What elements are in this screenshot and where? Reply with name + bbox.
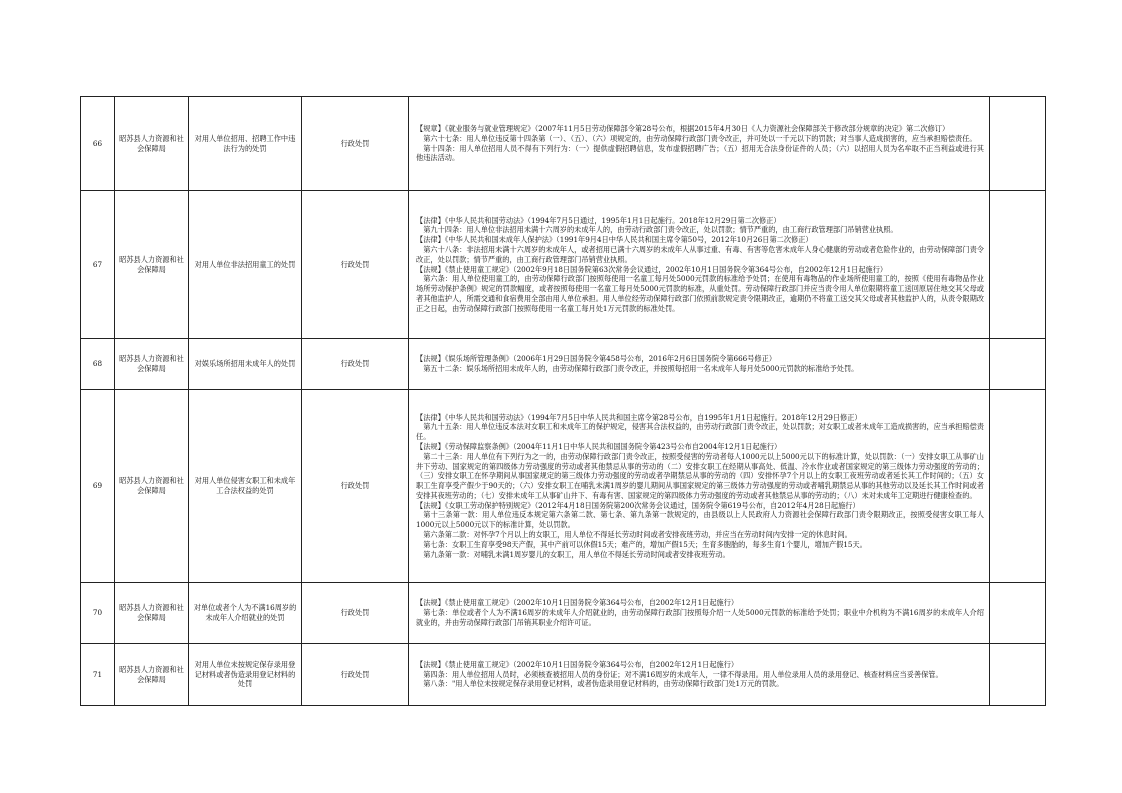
matter-cell: 对用人单位侵害女职工和未成年工合法权益的处罚 [189, 390, 302, 583]
basis-article-text: 第八条："用人单位未按规定保存录用登记材料，或者伪造录用登记材料的，由劳动保障行政部门处1万元的罚款。 [423, 679, 784, 689]
agency-cell: 昭苏县人力资源和社会保障局 [115, 339, 189, 390]
remarks-cell [990, 644, 1046, 706]
table-row [81, 191, 1046, 339]
basis-article-text: 第十四条：用人单位招用人员不得有下列行为：（一）提供虚假招聘信息，发布虚假招聘广告；（五）招用无合法身份证件的人员；（六）以招用人员为名牟取不正当利益或进行其他违法活动。 [416, 143, 984, 163]
legal-basis-cell [409, 583, 990, 644]
legal-basis-cell [409, 97, 990, 191]
table-row [81, 339, 1046, 390]
agency-cell: 昭苏县人力资源和社会保障局 [115, 390, 189, 583]
basis-article-text: 第五十二条：娱乐场所招用未成年人的，由劳动保障行政部门责令改正，并按照每招用一名未成年人每月处5000元罚款的标准给予处罚。 [423, 364, 859, 373]
basis-source-text: 【法规】《禁止使用童工规定》（2002年9月18日国务院第63次常务会议通过，2002年10月1日国务院令第364号公布，自2002年12月1日起施行） [416, 264, 888, 274]
table-row [81, 97, 1046, 191]
legal-basis-cell [409, 191, 990, 339]
basis-article-text: 第七条：单位或者个人为不满16周岁的未成年人介绍就业的，由劳动保障行政部门按照每介绍一人处5000元罚款的标准给予处罚；职业中介机构为不满16周岁的未成年人介绍就业的，并由劳动保障行政部门吊销其职业介绍许可证。 [416, 608, 984, 627]
basis-source-text: 【法律】《中华人民共和国未成年人保护法》（1991年9月4日中华人民共和国主席令第50号，2012年10月26日第二次修正） [416, 235, 813, 245]
remarks-cell [990, 583, 1046, 644]
power-type-cell: 行政处罚 [302, 339, 409, 390]
row-number-cell: 71 [81, 644, 115, 706]
matter-cell: 对单位或者个人为不满16周岁的未成年人介绍就业的处罚 [189, 583, 302, 644]
row-number-cell: 67 [81, 191, 115, 339]
table-row [81, 644, 1046, 706]
row-number-cell: 68 [81, 339, 115, 390]
matter-cell: 对娱乐场所招用未成年人的处罚 [189, 339, 302, 390]
agency-cell: 昭苏县人力资源和社会保障局 [115, 644, 189, 706]
basis-source-text: 【法规】《女职工劳动保护特别规定》（2012年4月18日国务院第200次常务会议通过，国务院令第619号公布，自2012年4月28日起施行） [416, 500, 860, 510]
row-number-cell: 70 [81, 583, 115, 644]
power-type-cell: 行政处罚 [302, 191, 409, 339]
power-type-cell: 行政处罚 [302, 97, 409, 191]
basis-article-text: 第六十七条：用人单位违反第十四条第（一）、（五）、（六）项规定的，由劳动保障行政部门责令改正，并可处以一千元以下的罚款；对当事人造成损害的，应当承担赔偿责任。 [423, 133, 977, 143]
basis-source-text: 【法规】《劳动保障监察条例》（2004年11月1日中华人民共和国国务院令第423号公布自2004年12月1日起施行） [416, 441, 782, 451]
row-number-cell: 69 [81, 390, 115, 583]
power-list-table [80, 96, 1046, 706]
basis-source-text: 【法规】《禁止使用童工规定》（2002年10月1日国务院令第364号公布，自2002年12月1日起施行） [416, 659, 739, 669]
matter-cell: 对用人单位招用、招聘工作中违法行为的处罚 [189, 97, 302, 191]
agency-cell: 昭苏县人力资源和社会保障局 [115, 191, 189, 339]
basis-article-text: 第二十三条：用人单位有下列行为之一的，由劳动保障行政部门责令改正，按照受侵害的劳动者每人1000元以上5000元以下的标准计算，处以罚款：（一）安排女职工从事矿山井下劳动、国家规定的第四级体力劳动强度的劳动或者其他禁忌从事的劳动的（二）安排女职工在经期从事高处、低温、冷水作业或者国家规定的第三级体力劳动强度的劳动的；（三）安排女职工在怀孕期间从事国家规定的第三级体力劳动强度的劳动或者孕期禁忌从事的劳动的（四）安排怀孕7个月以上的女职工夜班劳动或者延长其工作时间的；（五）女职工生育享受产假少于90天的；（六）安排女职工在哺乳未满1周岁的婴儿期间从事国家规定的第三级体力劳动强度的劳动或者哺乳期禁忌从事的其他劳动以及延长其工作时间或者安排其夜班劳动的；（七）安排未成年工从事矿山井下、有毒有害、国家规定的第四级体力劳动强度的劳动或者其他禁忌从事的劳动的；（八）未对未成年工定期进行健康检查的。 [416, 451, 984, 500]
remarks-cell [990, 191, 1046, 339]
remarks-cell [990, 339, 1046, 390]
remarks-cell [990, 390, 1046, 583]
legal-basis-cell [409, 339, 990, 390]
table-body [81, 97, 1046, 706]
table-row [81, 583, 1046, 644]
basis-source-text: 【法律】《中华人民共和国劳动法》（1994年7月5日通过，1995年1月1日起施行。2018年12月29日第二次修正） [416, 215, 781, 225]
remarks-cell [990, 97, 1046, 191]
legal-basis-cell [409, 644, 990, 706]
basis-source-text: 【法律】《中华人民共和国劳动法》（1994年7月5日中华人民共和国主席令第28号公布，自1995年1月1日起施行。2018年12月29日修正） [416, 412, 862, 422]
agency-cell: 昭苏县人力资源和社会保障局 [115, 97, 189, 191]
basis-source-text: 【规章】《就业服务与就业管理规定》（2007年11月5日劳动保障部令第28号公布，根据2015年4月30日《人力资源社会保障部关于修改部分规章的决定》第二次修订） [416, 123, 950, 133]
matter-cell: 对用人单位未按规定保存录用登记材料或者伪造录用登记材料的处罚 [189, 644, 302, 706]
basis-source-text: 【法规】《禁止使用童工规定》（2002年10月1日国务院令第364号公布，自2002年12月1日起施行） [416, 598, 739, 608]
basis-article-text: 第四条：用人单位招用人员时，必须核查被招用人员的身份证；对不满16周岁的未成年人，一律不得录用。用人单位录用人员的录用登记、核查材料应当妥善保管。 [423, 669, 943, 679]
basis-article-text: 第六十八条：非法招用未满十六周岁的未成年人，或者招用已满十六周岁的未成年人从事过重、有毒、有害等危害未成年人身心健康的劳动或者危险作业的，由劳动保障部门责令改正，处以罚款；情节严重的，由工商行政管理部门吊销营业执照。 [416, 244, 984, 264]
power-type-cell: 行政处罚 [302, 390, 409, 583]
basis-article-text: 第九条第一款：对哺乳未满1周岁婴儿的女职工，用人单位不得延长劳动时间或者安排夜班劳动。 [423, 549, 730, 559]
power-type-cell: 行政处罚 [302, 644, 409, 706]
row-number-cell: 66 [81, 97, 115, 191]
basis-article-text: 第七条：女职工生育享受98天产假，其中产前可以休假15天；难产的，增加产假15天；生育多胞胎的，每多生育1个婴儿，增加产假15天。 [423, 539, 867, 549]
basis-source-text: 【法规】《娱乐场所管理条例》（2006年1月29日国务院令第458号公布，2016年2月6日国务院令第666号修正） [416, 354, 777, 364]
basis-article-text: 第六条：用人单位使用童工的，由劳动保障行政部门按照每使用一名童工每月处5000元罚款的标准给予处罚；在使用有毒物品的作业场所使用童工的，按照《使用有毒物品作业场所劳动保护条例》规定的罚款幅度，或者按照每使用一名童工每月处5000元罚款的标准，从重处罚。劳动保障行政部门并应当责令用人单位限期将童工送回原居住地交其父母或者其他监护人，所需交通和食宿费用全部由用人单位承担。用人单位经劳动保障行政部门依照前款规定责令限期改正，逾期仍不将童工送交其父母或者其他监护人的，从责令限期改正之日起，由劳动保障行政部门按照每使用一名童工每月处1万元罚款的标准处罚。 [416, 274, 984, 313]
basis-article-text: 第十三条第一款：用人单位违反本规定第六条第二款、第七条、第九条第一款规定的，由县级以上人民政府人力资源社会保障行政部门责令限期改正，按照受侵害女职工每人1000元以上5000元以下的标准计算，处以罚款。 [416, 510, 984, 530]
agency-cell: 昭苏县人力资源和社会保障局 [115, 583, 189, 644]
legal-basis-cell [409, 390, 990, 583]
table-row [81, 390, 1046, 583]
power-type-cell: 行政处罚 [302, 583, 409, 644]
basis-article-text: 第六条第二款：对怀孕7个月以上的女职工，用人单位不得延长劳动时间或者安排夜班劳动，并应当在劳动时间内安排一定的休息时间。 [423, 530, 852, 540]
basis-article-text: 第九十四条：用人单位非法招用未满十六周岁的未成年人的，由劳动行政部门责令改正，处以罚款；情节严重的，由工商行政管理部门吊销营业执照。 [423, 225, 898, 235]
matter-cell: 对用人单位非法招用童工的处罚 [189, 191, 302, 339]
basis-article-text: 第九十五条：用人单位违反本法对女职工和未成年工的保护规定，侵害其合法权益的，由劳动行政部门责令改正，处以罚款；对女职工或者未成年工造成损害的，应当承担赔偿责任。 [416, 422, 984, 442]
